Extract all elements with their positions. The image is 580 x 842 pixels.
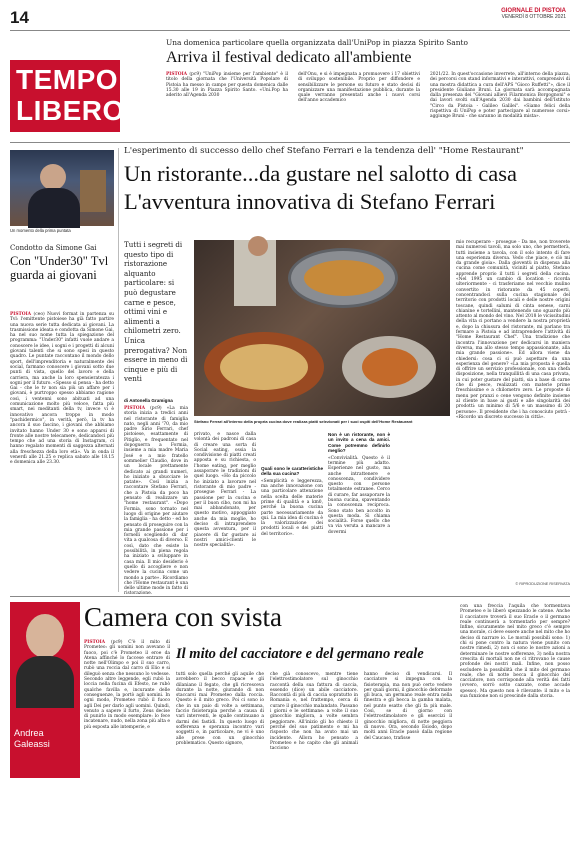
page-number: 14 (10, 8, 29, 27)
festival-col1 (166, 72, 288, 134)
under30-divider (118, 148, 119, 592)
camera-col4: hanno deciso di vendicarsi. Il cacciatore si impegna con la fisioterapia, ma non può certo vedere per quali giorni, il ginocchio deformate gli buca, un germano reale entra nella finestra e gli becca la gamba malata, nel punto esatto che gli fa più male. Così, se di giorno con l'elettrostimolatore e gli esercizi il ginocchio migliora, di notte peggiora di nuovo. Ora, secondo Esiodo, dopo molti anni Eracle passò dalla regione del Caucaso, trafisse (364, 672, 452, 741)
columnist-photo (10, 602, 80, 778)
under30-body: (ceo) Nuovi format in partenza su Tvl: l'emittente pistoiese ha già fatto partire una nuova serie tutta dedicata ai giovani. La trasmissione ideata e condotta da Simone Gai, ha nel suo nome tutta la spiegazione del programma: "Under30" infatti vuole andare a conoscere le idee, i sogni e i progetti di alcuni giovani talenti che si sono spesi in questo quadro. Le puntate raccontano il mondo dello sport, dell'imprenditoria e naturalmente dei social, farmano conoscere i giovani sotto due punti di vista, quello del lavoro e della carriera, ma anche la loro spensieratezza i sogni per il futuro. «Spesso si pensa - ha detto Gai - che le tv non sia più un affare per i giovani, è purtroppo spesso abbiamo ragione così, i ventenni sono abituati ad una comunicazione molto più veloce, fatta più smart, nei meditanti della tv, invece vi è innovativo ancora troppo in modo "pachidermico", in verità, però, la tv ha ancora il suo fascino, i giovani che abbiamo invitato hanno Under 30 e sono apparsi di fronte alle nostre telecamere, dedicandoci più tempo che ad una storia di Instagram, ci hanno regalato momenti di saggezza alternati alla freschezza della loro età». Va in onda il venerdì alle 21.25 e replica sabato alle 18.15 e domenica alle 23.30. (10, 312, 114, 466)
camera-title: Camera con svista (84, 602, 282, 632)
restaurant-kicker: L'esperimento di successo dello chef Stefano Ferrari e la tendenza dell' "Home Restaurant" (124, 146, 524, 156)
restaurant-headline-1: Un ristorante...da gustare nel salotto di casa (124, 161, 518, 186)
issue-date: VENERDÌ 8 OTTOBRE 2021 (501, 14, 566, 20)
restaurant-standfirst: Tutti i segreti di questo tipo di ristorazione alquanto particolare: si può degustare carne e pesce, ottimi vini e alimenti a chilometri zero. Unica prerogativa? Non essere in meno di cinque e più di venti (124, 240, 188, 384)
background-shelf-shape (80, 170, 106, 212)
newspaper-name: GIORNALE DI PISTOIA (501, 8, 566, 14)
restaurant-col2: privato, e nasce dalla volontà dei padroni di casa di creare una sorta di Social eating, ossia la condivisione di piatti creati apposta e su richiesta, o l'home eating, per meglio assaporare le tradizioni di quel luogo. «Ho da piccolo ho iniziato a lavorare nel ristorante di mio padre - prosegue Ferrari - La passione per la cucina e per il buon cibo, non mi ha mai abbandonato, per questo motivo, appoggiato anche da mia moglie, ho deciso di intraprendere questa avventura, per il piacere di far gustare ai nostri amici-clienti le nostre specialità». (194, 432, 256, 549)
under30-text (10, 312, 114, 590)
festival-rule (10, 142, 570, 143)
plate-food-shape (362, 348, 418, 386)
person-body-shape (28, 188, 80, 228)
festival-col1-text: (pc9) "UniPop insieme per l'ambiente" è il titolo della giornata che l'Università Popolare di Pistoia ha messo in campo per questa domenica dalle 15.30 alle 19 in Piazza Spirito Santo. «Uni.Pop ha aderito all'Agenda 2030 (166, 72, 289, 99)
columnist-name: Andrea Galeassi (14, 728, 50, 749)
restaurant-col1-text: (pc9) «La mia storia inizia a tredici anni nel ristorante di famiglia nato, negli anni '70, da mio padre Sirio Ferrari, chef pistoiese, esattamente di Pitiglio, e frequentato nel dopoguerra a Formia, insieme a mia madre Maria José e a mio fratello sommelier Claudio, dove in un locale prettamente dedicato ai grandi numeri, ho iniziato a sbucciare le patate». Così inizia a raccontare Stefano Ferrari, che a Pistoia da poco ha pensato di realizzare un "home restaurant". «Dopo Formia, sono tornato nel luogo di origine per aiutare la famiglia - ha detto - ed ho pensato di proseguire con la mia grande passione per i fornelli scegliendo di dar vita a qualcosa di diverso. E così, dato che esiste la possibilità, in piena regola ha iniziato a sviluppare in casa mia. Il mio desiderio è quello di accogliere e non vedere la cucina come un mondo a parte». Ricordiamo che l'Home restaurant è una delle ultime mode in fatto di ristorazione. (124, 406, 188, 597)
section-label-line1: TEMPO (16, 64, 119, 95)
restaurant-photo (194, 240, 450, 416)
columnist-face-shape (26, 614, 64, 658)
festival-col3: 2021/22. In quest'occasione inverrete, all'interno della piazza, dei percorsi con stand informativi e interattivi, comprensivi di una mostra didattica a cura dell'APS "Gioco Ruffetti"», dice il presidente Giuliano Bruni. La giornata sarà accompagnata dalla presenza dei "Giovani allievi Filarmonica Borgognoni" e dai lavori svolti sull'Agenda 2030 dai bambini dell'Istituto "Circo da Pistoia - Galileo Galilei". «Siamo felici della rispettiva di UniPop e poter partecipare al numerose corsi» aggiunge Bruni - che saranno in modalità mista». (430, 72, 570, 120)
dish-food-shape (220, 344, 308, 390)
restaurant-photo-caption: Stefano Ferrari all'interno della propria cucina dove realizza piatti selezionati per i suoi ospiti dell'Home Restaurant (194, 419, 413, 424)
restaurant-col3 (261, 432, 323, 590)
camera-headline: Il mito del cacciatore e del germano reale (176, 646, 424, 662)
restaurant-byline: di Antonella Gramigna (124, 398, 173, 403)
masthead (501, 8, 566, 20)
pan-food-shape (304, 260, 384, 296)
camera-col5: con una freccia l'aquila che tormentava Prometeo e lo liberò spezzando le catene. Anche il cacciatore troverà il suo Eracle o il germano reale continuerà a tormentarlo per sempre? Infine, sicuramente nel mito greco c'è sempre una morale, ci deve essere anche nel mito che ho deciso di narrare io. Le morali possibili sono: 1) chi si pone contro la natura viene punito con nostre rimedi, 2) non ci sono le nostre azioni a determinare le nostre sofferenze, 3) nella nostra crescita di mortali non ne ci ritrovano le cause profonde dei nostri mali. Infine, non posso escludere la possibilità che il mito del germano reale, che di notte becca il ginocchio del cacciatore, non corrisponde alla verità dei fatti (ovvero, sorrò sotto cazzate, come accade spesso). Ma questo non è rilevante: il mito e la sua funzione non si prescinde dalla storia. (460, 604, 570, 700)
under30-photo (10, 150, 114, 226)
restaurant-headline-2: L'avventura innovativa di Stefano Ferrari (124, 189, 496, 214)
restaurant-question-2: Non è un ristorante, non è un invito a cena da amici. Come potremmo definirlo meglio? (328, 432, 390, 454)
camera-col2: tutti solo quella perché gli aquile che avrebbero il becco rapace e gli dilaniano il fegato, che gli ricresceva durante la notte, giurando di non staccarsi mai Prometeo dalla roccia. Questo è il mito greco. Poi ci sono io che in un paio di volte a settimana, faccio fisioterapia perché a causa di vari interventi, le spalle continuano a darmi dei fastidi. In questo luogo di sofferenza e speranza incontro vari soggetti e, in particolare, ne vi è uno alle prese con un ginocchio problematico. Questo signore, (176, 672, 264, 746)
festival-story (166, 38, 570, 138)
section-label-line2: LIBERO (16, 95, 125, 126)
under30-headline: Con "Under30" Tvl guarda ai giovani (10, 254, 109, 282)
restaurant-col1 (124, 406, 188, 597)
under30-lead: PISTOIA (10, 312, 32, 317)
festival-lead: PISTOIA (166, 72, 188, 77)
restaurant-signature: © RIPRODUZIONE RISERVATA (515, 582, 570, 586)
restaurant-heading (124, 146, 570, 214)
restaurant-col4 (328, 432, 390, 590)
under30-caption: Un momento della prima puntata (10, 228, 71, 233)
camera-lead: PISTOIA (84, 640, 106, 645)
chef-head-shape (248, 236, 268, 256)
festival-kicker: Una domenica particolare quella organizzata dall'UniPop in piazza Spirito Santo (166, 38, 468, 47)
under30-kicker: Condotto da Simone Gai (10, 244, 97, 252)
restaurant-col4-text: «Convivialità. Questo è il termine più adatto. Esperienze nel gusto, ma anche intrattenere e conoscenza, condividere questo con persone totalmente estranee. Cerco di curare, far assaporare la buona cucina, spaventando la conoscenza reciproca. Sono stato ben accolto in questa moda. Si chiama socialità. Forse quello che va via veruta a mancare a dovermi (328, 455, 390, 535)
restaurant-col5: mio recuperare - prosegue - Da me, non troverete mai numerosi tavoli, ma solo uno, che permetterà, tutti insieme a tavola, con il solo intento di fare una esperienza diversa. Vedo che piace, e ciò mi da grande gioia». Dalla gioventù in dispensa alla cucina come comunità, viciniti al piatto, Stefano apprende proprio il tutti i segreti della cucina. «Nel 1995 un cambio di location - ricorda ulteriormente - ci trasferiamo nel vecchio mulino convertito in ristorante da 45 coperti, concentrandoci sulla cucina stagionale del territorio con prodotti locali e delle nostre origini toscane, quindi salumi di cinta senese, carni chianine e tortellini, mantenendo uno sguardo più attento al mondo del vino. Nel 2018 le vicissitudini della vita ci portano a vendere la nostra proprietà e, dopo la chiusura del ristorante, mi parlano tra fermare a Pistoia e ad intraprendere l'attività di "Home Restaurant Chef". Una tradizione che incontra l'innovazione per dedicarsi in maniera diversa, ma allo stesso tempo appassionante, alla mia grande passione». Ed allora viene da chiedersi: cosa ci si può aspettare da una esperienza del genere? «La mia proposta è quella di offrire un servizio professionale, con una chefa disposizione, nella tranquillità di una casa privata, in cui poter gustare del piatti, sia a base di carne che di pesce, realizzati con materie prime freschissime e a chilometro zero. Le proposte di menu per pranzi o cene vengono definite insieme al cliente in base ai gusti e alle singolarità dei prodotti: un minimo di 5/6 e un massimo di 20 persone». Il presidente che i ha conosciuto potrà - «Ricordo un discreto successo in città». (456, 240, 570, 420)
restaurant-lead: PISTOIA (124, 406, 146, 411)
section-label (10, 60, 125, 132)
camera-col1-text: (pc9) C'è il mito di Prometeo: gli uomini non avevano il fuoco, poi c'è Prometeo il eroe da Atena affinché lo faccese entrare di notte nell'Olimpo e poi il suo carro, rubò una roccia dal carro di Elio e si dileguò senza che nessuno lo vedesse. Secondo altre leggende, egli rubò la loccia nella fucina di Efesto, ne rubò qualche favilla e, incurante delle conseguenze, la portò agli uomini. In ogni modo, Prometeo rubò il fuoco agli Dei per darlo agli uomini. Quindi, venuto a sapere il furto, Zeus decise di punirlo in modo esemplare: lo fece incatenare, nudo, nella zona più alta e più esposta alle intemperie, e (84, 640, 170, 730)
camera-col3: che già conoscevo, mentre tiene l'elettrostimolatore sul ginocchio raccontà della sua fattura di caccia, essendo (dice) un abile cacciatore. Raccontà di più di caccia sopratutto in Romania e, nel frattempo, cerca di curare il ginocchio malandato. Passano i giorni e le settimane: a volte il suo ginocchio migliora, a volte sembra peggiorare. All'inizio gli ho chiesto il perché del suo patimento e mi ha risposto che non ha avuto mai un incidente. Allora ho pensato a Prometeo e ho capito che gli animali tacciono (270, 672, 358, 752)
camera-rule (10, 596, 570, 597)
camera-col1 (84, 640, 170, 836)
restaurant-col3-text: «Semplicità e leggerezza, ma anche innovazione con una particolare attenzione nella scelta delle materie prime di qualità e a km0, perché la buona cucina parte necessariamente da qui. La mia idea di cucina è la valorizzazione dei prodotti locali e dei piatti del territorio». (261, 478, 323, 537)
columnist-body-shape (16, 656, 74, 708)
festival-headline: Arriva il festival dedicato all'ambiente (166, 49, 412, 66)
restaurant-question-1: Quali sono le caratteristiche della sua cucina? (261, 466, 323, 477)
under30-heading (10, 244, 114, 282)
festival-col2: dell'Onu, e si è impegnata a promuovere i 17 obiettivi di sviluppo sostenibile. Proprio per diffondere e sensibilizzare le persone su futuro e stato decisi di organizzare una manifestazione pubblica, durante la quale verranno presentati anche i nuovi corsi dell'anno accademico (298, 72, 420, 104)
person-face-shape (40, 164, 66, 190)
header-rule (10, 30, 570, 31)
